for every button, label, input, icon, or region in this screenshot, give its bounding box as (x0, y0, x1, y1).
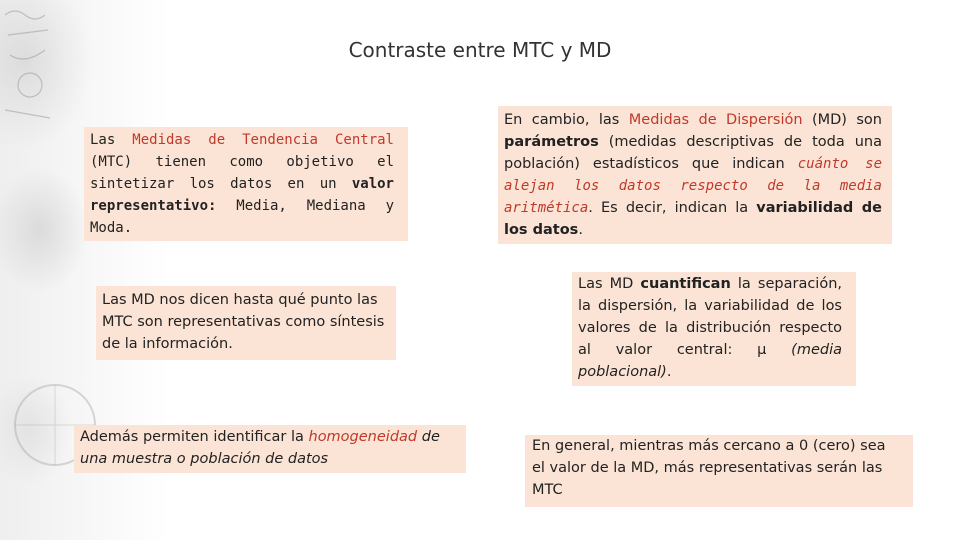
md-parametros: parámetros (504, 134, 599, 150)
formula-sketch-icon (0, 0, 60, 130)
md-text-2: (MD) son (802, 112, 882, 128)
decorative-formula-art (0, 0, 60, 130)
md-definition-box (498, 106, 892, 244)
cuantifican-term: cuantifican (640, 276, 731, 292)
homogeneidad-text-2: de una muestra o población de datos (80, 429, 440, 467)
cuantifican-text-3: . (666, 364, 672, 380)
mtc-text-2: (MTC) tienen como objetivo el sintetizar los datos en un (90, 154, 394, 192)
general-text: En general, mientras más cercano a 0 (cero) sea el valor de la MD, más representativas serán las MTC (532, 438, 886, 498)
md-text-4: . Es decir, indican la (588, 200, 757, 216)
mtc-text-1: Las (90, 132, 133, 148)
mtc-valor-representativo: valor representativo: (90, 176, 394, 214)
md-text-3: (medidas descriptivas de toda una población) estadísticos que indican (504, 134, 882, 172)
general-conclusion-box (525, 435, 913, 507)
md-cuantifican-box (572, 272, 856, 386)
cuantifican-text-1: Las MD (578, 276, 641, 292)
md-text-1: En cambio, las (504, 112, 629, 128)
md-text-5: . (578, 222, 583, 238)
cuantifican-text-2: la separación, la dispersión, la variabilidad de los valores de la distribución respecto al valor central: μ (578, 276, 842, 358)
mtc-text-3: Media, Mediana y Moda. (90, 198, 394, 236)
mtc-definition-box (84, 127, 408, 241)
md-representatividad-box (96, 286, 396, 360)
md-cuanto-se-alejan: cuánto se alejan los datos respecto de la media aritmética (504, 156, 882, 216)
homogeneidad-box (74, 425, 466, 473)
mtc-term: Medidas de Tendencia Central (132, 132, 394, 148)
homogeneidad-term: homogeneidad (308, 429, 418, 445)
slide-title: Contraste entre MTC y MD (348, 38, 612, 62)
homogeneidad-text-1: Además permiten identificar la (80, 429, 309, 445)
md-term: Medidas de Dispersión (628, 112, 803, 128)
md-variabilidad: variabilidad de los datos (504, 200, 882, 238)
representatividad-text: Las MD nos dicen hasta qué punto las MTC son representativas como síntesis de la información. (102, 292, 385, 352)
cuantifican-media-poblacional: (media poblacional) (578, 342, 842, 380)
